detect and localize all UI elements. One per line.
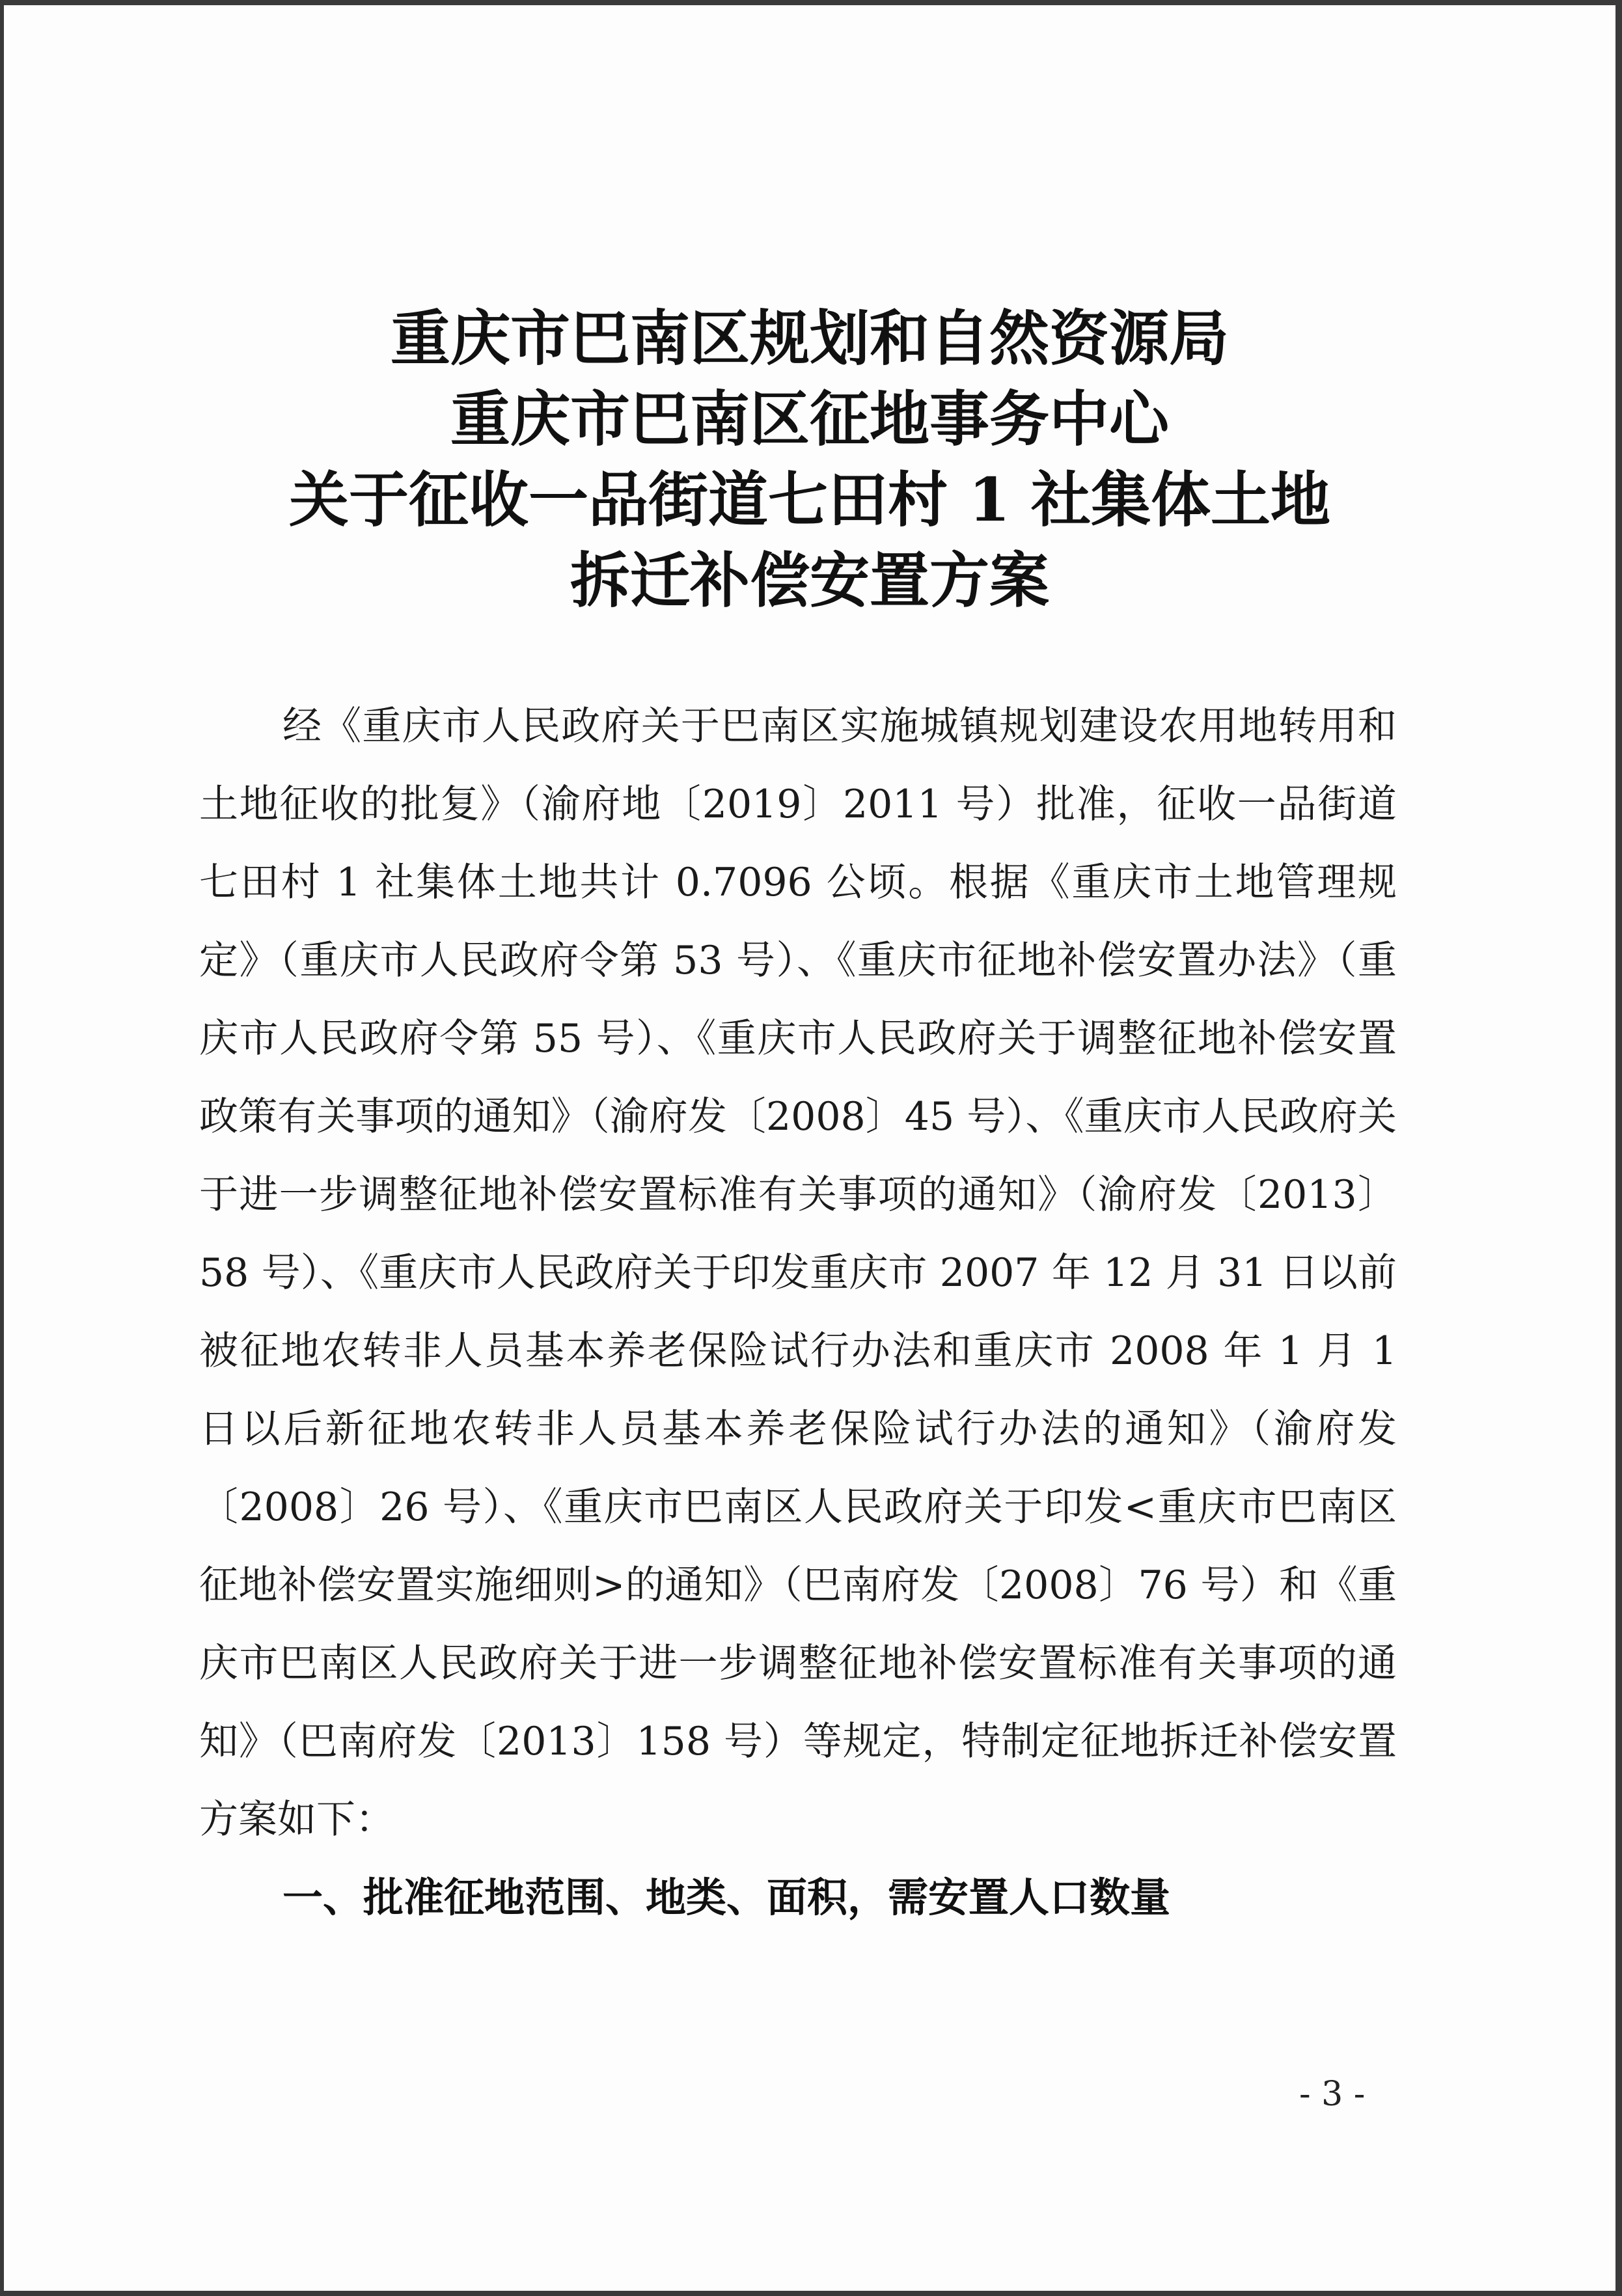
title-line-2: 重庆市巴南区征地事务中心 — [450, 384, 1169, 454]
title-line-4: 拆迁补偿安置方案 — [570, 545, 1049, 616]
document-body — [199, 687, 1397, 1937]
section-heading: 一、批准征地范围、地类、面积，需安置人口数量 — [282, 1874, 1171, 1921]
document-title — [4, 298, 1615, 621]
title-line-1: 重庆市巴南区规划和自然资源局 — [390, 303, 1229, 374]
title-line-3: 关于征收一品街道七田村 1 社集体土地 — [288, 465, 1331, 535]
document-page — [4, 5, 1615, 2291]
page-number: - 3 - — [1299, 2075, 1366, 2114]
body-paragraph: 经《重庆市人民政府关于巴南区实施城镇规划建设农用地转用和土地征收的批复》（渝府地〔2019〕2011 号）批准，征收一品街道七田村 1 社集体土地共计 0.7096 公顷。根据《重庆市土地管理规定》（重庆市人民政府令第 53 号）、《重庆市征地补偿安置办法》（重庆市人民政府令第 55 号）、《重庆市人民政府关于调整征地补偿安置政策有关事项的通知》（渝府发〔2008〕45 号）、《重庆市人民政府关于进一步调整征地补偿安置标准有关事项的通知》（渝府发〔2013〕58 号）、《重庆市人民政府关于印发重庆市 2007 年 12 月 31 日以前被征地农转非人员基本养老保险试行办法和重庆市 2008 年 1 月 1 日以后新征地农转非人员基本养老保险试行办法的通知》（渝府发〔2008〕26 号）、《重庆市巴南区人民政府关于印发<重庆市巴南区征地补偿安置实施细则>的通知》（巴南府发〔2008〕76 号）和《重庆市巴南区人民政府关于进一步调整征地补偿安置标准有关事项的通知》（巴南府发〔2013〕158 号）等规定，特制定征地拆迁补偿安置方案如下： — [199, 704, 1397, 1842]
